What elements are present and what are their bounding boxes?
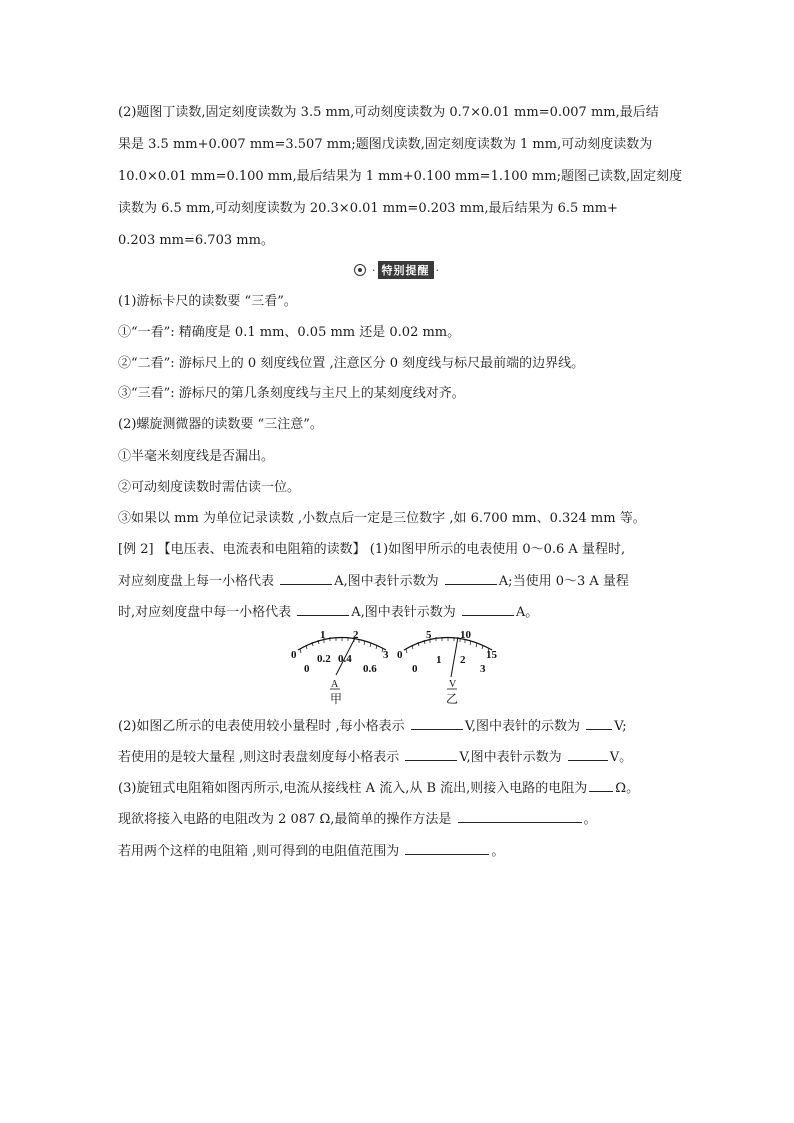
- solution-line: (2)题图丁读数,固定刻度读数为 3.5 mm,可动刻度读数为 0.7×0.01 mm=0.007 mm,最后结: [118, 105, 659, 120]
- special-reminder-heading: [354, 262, 441, 278]
- reminder-line: ②可动刻度读数时需估读一位。: [118, 480, 301, 495]
- dot-separator: ·: [372, 263, 376, 277]
- answer-blank[interactable]: [411, 717, 463, 730]
- text: A,图中表针示数为: [334, 574, 443, 589]
- text: 。: [583, 812, 597, 827]
- reminder-line: ②“二看”: 游标尺上的 0 刻度线位置 ,注意区分 0 刻度线与标尺最前端的边界线。: [118, 356, 585, 371]
- text: A。: [515, 605, 539, 620]
- example-line: [118, 748, 632, 767]
- solution-line: 10.0×0.01 mm=0.100 mm,最后结果为 1 mm+0.100 mm=1.100 mm;题图己读数,固定刻度: [118, 169, 683, 184]
- ammeter-outer-label: 0: [291, 649, 297, 661]
- reminder-title: 特别提醒: [378, 261, 434, 279]
- text: 若使用的是较大量程 ,则这时表盘刻度每小格表示: [118, 750, 404, 765]
- answer-blank[interactable]: [405, 748, 457, 761]
- text: 若用两个这样的电阻箱 ,则可得到的电阻值范围为: [118, 844, 404, 859]
- voltmeter-inner-label: 0: [412, 663, 418, 675]
- text: V,图中表针的示数为: [464, 719, 585, 734]
- voltmeter-inner-label: 3: [480, 663, 486, 675]
- reminder-line: (2)螺旋测微器的读数要 “三注意”。: [118, 417, 323, 432]
- meter-figures: [286, 625, 506, 710]
- ammeter-outer-label: 2: [353, 629, 359, 641]
- answer-blank[interactable]: [568, 748, 608, 761]
- dot-separator: ·: [435, 263, 439, 277]
- text: 。: [491, 844, 505, 859]
- text: A;当使用 0～3 A 量程: [498, 574, 629, 589]
- answer-blank[interactable]: [589, 779, 613, 792]
- ammeter-outer-label: 3: [383, 649, 389, 661]
- example-line: [118, 779, 639, 798]
- answer-blank[interactable]: [445, 572, 497, 585]
- text: V,图中表针示数为: [459, 750, 566, 765]
- voltmeter-inner-label: 1: [436, 654, 442, 666]
- answer-blank[interactable]: [405, 842, 489, 855]
- text: 时,对应刻度盘中每一小格代表: [118, 605, 296, 620]
- answer-blank[interactable]: [586, 717, 612, 730]
- ammeter-ticks: [300, 637, 383, 653]
- ammeter-unit: A: [331, 679, 339, 690]
- text: 现欲将接入电路的电阻改为 2 087 Ω,最简单的操作方法是: [118, 812, 456, 827]
- example-line: [例 2] 【电压表、电流表和电阻箱的读数】 (1)如图甲所示的电表使用 0～0.6 A 量程时,: [118, 542, 626, 557]
- text: 对应刻度盘上每一小格代表: [118, 574, 279, 589]
- solution-line: 果是 3.5 mm+0.007 mm=3.507 mm;题图戊读数,固定刻度读数为 1 mm,可动刻度读数为: [118, 137, 653, 152]
- voltmeter-outer-label: 15: [486, 649, 497, 661]
- ammeter-inner-label: 0: [304, 663, 310, 675]
- voltmeter-outer-label: 5: [426, 629, 432, 641]
- example-line: [118, 603, 538, 622]
- answer-blank[interactable]: [280, 572, 332, 585]
- answer-blank[interactable]: [462, 603, 514, 616]
- bulb-icon: [354, 264, 366, 276]
- example-line: [118, 810, 597, 829]
- reminder-line: ③“三看”: 游标尺的第几条刻度线与主尺上的某刻度线对齐。: [118, 386, 465, 401]
- ammeter-figure: [291, 629, 389, 706]
- reminder-line: ③如果以 mm 为单位记录读数 ,小数点后一定是三位数字 ,如 6.700 mm、0.324 mm 等。: [118, 511, 646, 526]
- ammeter-caption: 甲: [330, 692, 343, 706]
- text: Ω。: [615, 781, 640, 796]
- ammeter-inner-label: 0.4: [338, 653, 352, 665]
- reminder-line: ①“一看”: 精确度是 0.1 mm、0.05 mm 还是 0.02 mm。: [118, 325, 461, 340]
- ammeter-outer-label: 1: [320, 629, 326, 641]
- voltmeter-needle: [451, 637, 458, 677]
- text: A,图中表针示数为: [351, 605, 460, 620]
- text: V;: [614, 719, 627, 734]
- text: (3)旋钮式电阻箱如图丙所示,电流从接线柱 A 流入,从 B 流出,则接入电路的电阻为: [118, 781, 588, 796]
- reminder-line: (1)游标卡尺的读数要 “三看”。: [118, 294, 297, 309]
- ammeter-inner-label: 0.2: [317, 653, 331, 665]
- solution-line: 0.203 mm=6.703 mm。: [118, 233, 274, 248]
- text: (2)如图乙所示的电表使用较小量程时 ,每小格表示: [118, 719, 409, 734]
- voltmeter-unit: V: [449, 679, 457, 690]
- reminder-line: ①半毫米刻度线是否漏出。: [118, 449, 275, 464]
- solution-line: 读数为 6.5 mm,可动刻度读数为 20.3×0.01 mm=0.203 mm,最后结果为 6.5 mm+: [118, 201, 618, 216]
- example-line: [118, 842, 504, 861]
- voltmeter-caption: 乙: [446, 692, 459, 706]
- voltmeter-inner-label: 2: [460, 654, 466, 666]
- voltmeter-outer-label: 10: [460, 629, 471, 641]
- voltmeter-figure: [397, 629, 498, 706]
- voltmeter-outer-label: 0: [397, 649, 403, 661]
- answer-blank[interactable]: [297, 603, 349, 616]
- voltmeter-ticks: [406, 637, 489, 653]
- ammeter-inner-label: 0.6: [363, 663, 377, 675]
- answer-blank[interactable]: [458, 810, 582, 823]
- example-line: [118, 572, 629, 591]
- text: V。: [609, 750, 633, 765]
- example-line: [118, 717, 627, 736]
